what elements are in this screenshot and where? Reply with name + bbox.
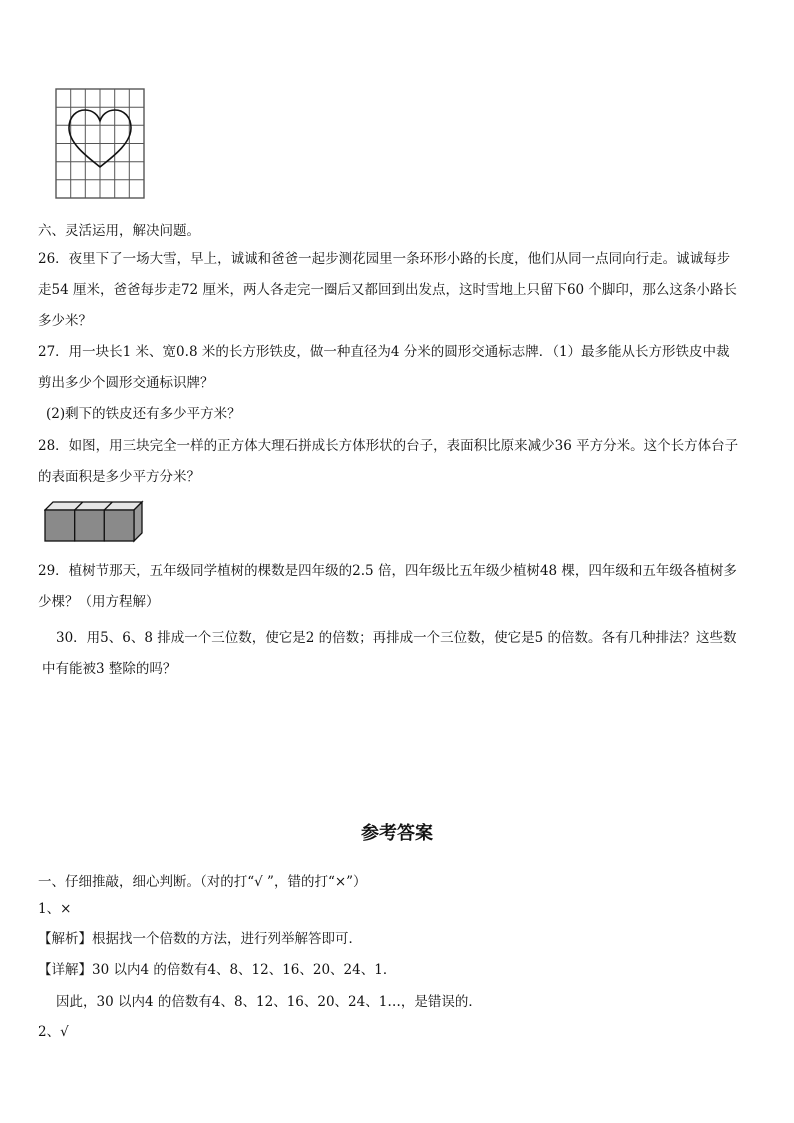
- three-cubes-figure: [44, 500, 144, 543]
- q28-line-1: 28．如图，用三块完全一样的正方体大理石拼成长方体形状的台子，表面积比原来减少36 平方分米。这个长方体台子: [38, 438, 739, 454]
- q26-line-1: 26．夜里下了一场大雪，早上，诚诚和爸爸一起步测花园里一条环形小路的长度，他们从同一点同向行走。诚诚每步: [38, 251, 731, 267]
- answers-section-1-heading: 一、仔细推敲，细心判断。（对的打“√ ”，错的打“×”）: [38, 874, 367, 890]
- q27-line-1: 27．用一块长1 米、宽0.8 米的长方形铁皮，做一种直径为4 分米的圆形交通标志牌．（1）最多能从长方形铁皮中裁: [38, 344, 730, 360]
- answer-2: 2、√: [38, 1024, 69, 1040]
- q30-line-2: 中有能被3 整除的吗？: [42, 661, 177, 677]
- cubes-top-face: [45, 502, 142, 510]
- grid-lines: [56, 89, 144, 198]
- q26-line-3: 多少米？: [38, 313, 92, 329]
- q30-line-1: 30．用5、6、8 排成一个三位数，使它是2 的倍数；再排成一个三位数，使它是5 的倍数。各有几种排法？这些数: [56, 630, 737, 646]
- cube-front-1: [45, 510, 75, 541]
- answer-1-analysis: 【解析】根据找一个倍数的方法，进行列举解答即可．: [38, 931, 362, 947]
- heart-grid-figure: [55, 88, 145, 199]
- q26-line-2: 走54 厘米，爸爸每步走72 厘米，两人各走完一圈后又都回到出发点，这时雪地上只留下60 个脚印，那么这条小路长: [38, 282, 737, 298]
- q27-line-2: 剪出多少个圆形交通标识牌？: [38, 375, 214, 391]
- cube-front-3: [104, 510, 134, 541]
- q28-line-2: 的表面积是多少平方分米？: [38, 469, 200, 485]
- answer-1-conclusion: 因此，30 以内4 的倍数有4、8、12、16、20、24、1…，是错误的．: [56, 994, 482, 1010]
- cube-front-2: [75, 510, 105, 541]
- q27-line-3: (2)剩下的铁皮还有多少平方米？: [46, 406, 241, 422]
- q29-line-1: 29．植树节那天，五年级同学植树的棵数是四年级的2.5 倍，四年级比五年级少植树48 棵，四年级和五年级各植树多: [38, 563, 737, 579]
- section-6-heading: 六、灵活运用，解决问题。: [38, 223, 200, 239]
- answer-1-detail: 【详解】30 以内4 的倍数有4、8、12、16、20、24、1．: [38, 962, 397, 978]
- answer-key-title: 参考答案: [361, 823, 433, 844]
- q29-line-2: 少棵？（用方程解）: [38, 594, 160, 610]
- answer-1: 1、×: [38, 901, 72, 917]
